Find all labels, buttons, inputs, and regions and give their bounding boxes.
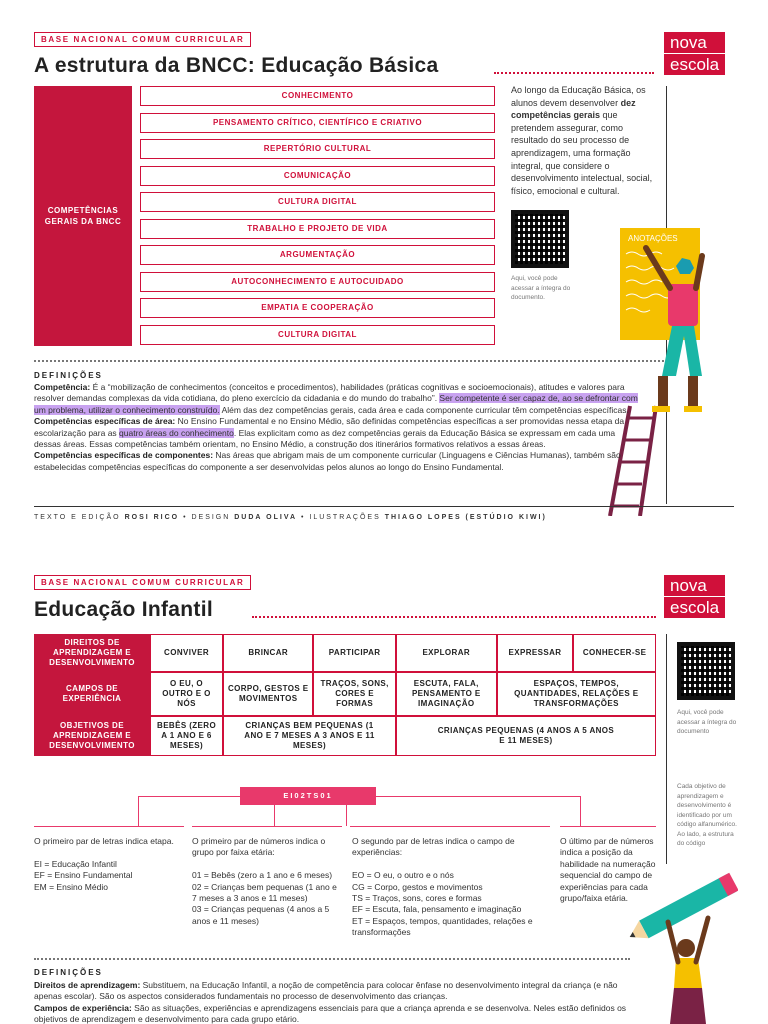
page-title-2: Educação Infantil [34,598,213,621]
direito-cell: CONHECER-SE [573,634,656,672]
definitions-text-2: Direitos de aprendizagem: Substituem, na Educação Infantil, a noção de competência para colocar ênfase no desenvolvimento integral da criança (e não apenas escolar). São os aspectos considerados fundamentais no processo de desenvolvimento das crianças. Campos de experiência: São as situações, experiências e aprendizagens essenciais para que a criança aprenda e se desenvolva. Neles estão definidos os objetivos de aprendizagem e desenvolvimento para cada grupo etário. [34,980,627,1024]
page-title: A estrutura da BNCC: Educação Básica [34,54,439,77]
code-col-posicao: O último par de números indica a posição da habilidade na numeração sequencial do campo de experiências para cada grupo/faixa etária. [560,836,656,904]
definitions-title-2: DEFINIÇÕES [34,968,103,977]
competencia-item: COMUNICAÇÃO [140,166,495,186]
direito-cell: EXPLORAR [396,634,497,672]
connector-drop-2 [274,805,275,826]
competencia-item: CONHECIMENTO [140,86,495,106]
connector-drop-3 [346,805,347,826]
brand-line-2: escola [664,597,725,618]
campo-cell: ESPAÇOS, TEMPOS, QUANTIDADES, RELAÇÕES E TRANSFORMAÇÕES [497,672,656,716]
connector-drop-4 [580,796,581,826]
underline-4 [560,826,656,827]
competencia-item: PENSAMENTO CRÍTICO, CIENTÍFICO E CRIATIVO [140,113,495,133]
underline-2 [192,826,342,827]
section-tag-2: BASE NACIONAL COMUM CURRICULAR [34,575,251,590]
competencia-item: EMPATIA E COOPERAÇÃO [140,298,495,318]
campo-cell: TRAÇOS, SONS, CORES E FORMAS [313,672,396,716]
campo-cell: O EU, O OUTRO E O NÓS [150,672,223,716]
credits: TEXTO E EDIÇÃO ROSI RICO • DESIGN DUDA OLIVA • ILUSTRAÇÕES THIAGO LOPES (ESTÚDIO KIWI) [34,514,547,521]
definitions-divider-2 [34,958,630,960]
side-intro: Ao longo da Educação Básica, os alunos devem desenvolver dez competências gerais que pretendem assegurar, como resultado do seu processo de aprendizagem, uma formação integral, que considere o desenvolvimento intelectual, social, físico, emocional e cultural. [511,85,653,196]
row-label-direitos: DIREITOS DE APRENDIZAGEM E DESENVOLVIMENTO [34,634,150,672]
title-divider-2 [252,616,656,618]
qr-note: Aqui, você pode acessar a íntegra do documento. [511,275,571,301]
credits-rule [34,506,734,507]
underline-1 [34,826,184,827]
code-pill: EI02TS01 [240,787,376,805]
campo-cell: ESCUTA, FALA, PENSAMENTO E IMAGINAÇÃO [396,672,497,716]
objetivo-cell: CRIANÇAS BEM PEQUENAS (1 ANO E 7 MESES A 3 ANOS E 11 MESES) [223,716,396,756]
direito-cell: CONVIVER [150,634,223,672]
qr-code[interactable] [511,210,569,268]
code-col-faixa: O primeiro par de números indica o grupo por faixa etária: 01 = Bebês (zero a 1 ano e 6 meses) 02 = Crianças bem pequenas (1 ano e 7 meses a 3 anos e 11 meses) 03 = Crianças pequenas (4 anos a 5 anos e 11 meses) [192,836,337,926]
definitions-text: Competência: É a “mobilização de conhecimentos (conceitos e procedimentos), habilidades (práticas cognitivas e socioemocionais), atitudes e valores para resolver demandas complexas da vida cotidiana, do pleno exercício da cidadania e do mundo do trabalho”. Ser competente é ser capaz de, ao se defrontar com um problema, utilizar o conhecimento construído. Além das dez competências gerais, cada área e cada componente curricular têm competências específicas. Competências específicas de área: No Ensino Fundamental e no Ensino Médio, são definidas competências específicas a ser promovidas nessa etapa da escolarização para as quatro áreas do conhecimento. Elas explicitam como as dez competências gerais da Educação Básica se expressam em cada uma dessas áreas. Essas competências também orientam, no Ensino Médio, a construção dos itinerários formativos relativos a essas áreas. Competências específicas de componentes: Nas áreas que abrigam mais de um componente curricular (Linguagens e Ciências Humanas), também são estabelecidas competências específicas do componente a ser desenvolvidas pelos alunos ao longo do Ensino Fundamental. [34,382,638,472]
code-col-campo: O segundo par de letras indica o campo de experiências: EO = O eu, o outro e o nós CG = Corpo, gestos e movimentos TS = Traços, sons, cores e formas EF = Escuta, fala, pensamento e imaginação ET = Espaços, tempos, quantidades, relações e transformações [352,836,533,938]
qr-note-2: Aqui, você pode acessar a íntegra do documento [677,709,737,735]
competencia-item: TRABALHO E PROJETO DE VIDA [140,219,495,239]
infantil-table [34,634,656,756]
competencia-item: CULTURA DIGITAL [140,192,495,212]
connector-right [376,796,580,797]
code-note: Cada objetivo de aprendizagem e desenvolvimento é identificado por um código alfanumérico. Ao lado, a estrutura do código [677,783,737,847]
code-col-etapa: O primeiro par de letras indica etapa. EI = Educação Infantil EF = Ensino Fundamental EM = Ensino Médio [34,836,174,892]
definitions-divider [34,360,664,362]
brand-logo [664,32,725,75]
anotacoes-label: ANOTAÇÕES [628,234,678,243]
qr-code-2[interactable] [677,642,735,700]
section-tag: BASE NACIONAL COMUM CURRICULAR [34,32,251,47]
competencia-item: CULTURA DIGITAL [140,325,495,345]
side-rule-2 [666,634,667,864]
objetivo-cell: CRIANÇAS PEQUENAS (4 ANOS A 5 ANOS E 11 MESES) [396,716,656,756]
competencia-item: REPERTÓRIO CULTURAL [140,139,495,159]
competencias-group-label: COMPETÊNCIAS GERAIS DA BNCC [34,86,132,346]
campo-cell: CORPO, GESTOS E MOVIMENTOS [223,672,313,716]
direito-cell: BRINCAR [223,634,313,672]
brand-logo-2 [664,575,725,618]
brand-line-2: escola [664,54,725,75]
definitions-title: DEFINIÇÕES [34,371,103,380]
brand-line-1: nova [664,575,725,596]
title-divider [494,72,654,74]
brand-line-1: nova [664,32,725,53]
row-label-campos: CAMPOS DE EXPERIÊNCIA [34,672,150,716]
connector-left [138,796,240,797]
row-label-objetivos: OBJETIVOS DE APRENDIZAGEM E DESENVOLVIMENTO [34,716,150,756]
direito-cell: PARTICIPAR [313,634,396,672]
competencia-item: AUTOCONHECIMENTO E AUTOCUIDADO [140,272,495,292]
objetivo-cell: BEBÊS (ZERO A 1 ANO E 6 MESES) [150,716,223,756]
direito-cell: EXPRESSAR [497,634,574,672]
competencia-item: ARGUMENTAÇÃO [140,245,495,265]
underline-3 [350,826,550,827]
connector-drop-1 [138,796,139,826]
